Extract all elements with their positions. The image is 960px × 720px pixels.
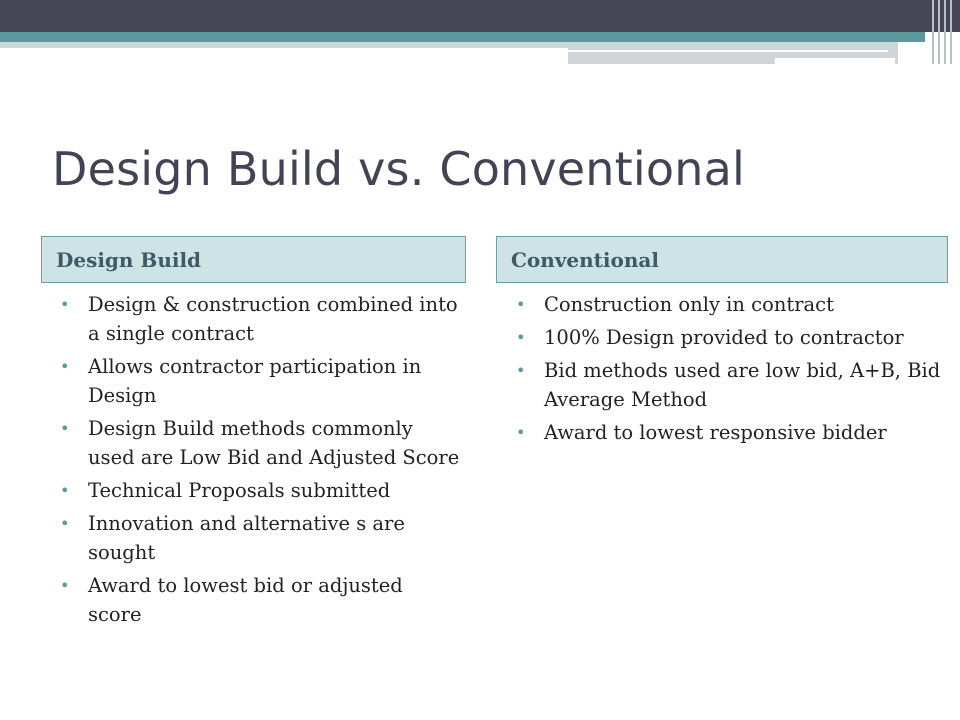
top-white-line-short [775, 58, 895, 64]
bullet-icon: • [516, 328, 526, 347]
top-white-line [568, 50, 888, 52]
bullet-icon: • [60, 295, 70, 314]
list-item [60, 571, 460, 629]
bullet-icon: • [516, 423, 526, 442]
list-item [60, 509, 460, 567]
top-light-bar [0, 42, 568, 48]
slide-title: Design Build vs. Conventional [52, 142, 745, 196]
corner-stripe [944, 0, 946, 64]
list-item [60, 476, 460, 505]
conventional-list [516, 290, 946, 451]
list-item-text: 100% Design provided to contractor [544, 326, 904, 349]
list-item [60, 414, 460, 472]
list-item [60, 290, 460, 348]
list-item-text: Allows contractor participation in Design [88, 355, 422, 407]
bullet-icon: • [516, 295, 526, 314]
bullet-icon: • [60, 576, 70, 595]
list-item [516, 418, 946, 447]
corner-stripe [932, 0, 934, 64]
bullet-icon: • [60, 514, 70, 533]
list-item [516, 290, 946, 319]
list-item [516, 323, 946, 352]
list-item-text: Award to lowest responsive bidder [544, 421, 887, 444]
list-item-text: Award to lowest bid or adjusted score [88, 574, 403, 626]
top-teal-bar [0, 32, 925, 42]
bullet-icon: • [516, 361, 526, 380]
list-item [516, 356, 946, 414]
bullet-icon: • [60, 481, 70, 500]
list-item-text: Innovation and alternative s are sought [88, 512, 405, 564]
list-item-text: Technical Proposals submitted [88, 479, 391, 502]
list-item-text: Design & construction combined into a single contract [88, 293, 458, 345]
bullet-icon: • [60, 357, 70, 376]
bullet-icon: • [60, 419, 70, 438]
corner-stripe [950, 0, 952, 64]
conventional-header: Conventional [496, 236, 948, 283]
corner-stripe [938, 0, 940, 64]
list-item-text: Construction only in contract [544, 293, 834, 316]
design-build-header: Design Build [41, 236, 466, 283]
list-item-text: Design Build methods commonly used are Low Bid and Adjusted Score [88, 417, 460, 469]
list-item-text: Bid methods used are low bid, A+B, Bid Average Method [544, 359, 941, 411]
design-build-list [60, 290, 460, 633]
top-dark-bar [0, 0, 960, 32]
list-item [60, 352, 460, 410]
